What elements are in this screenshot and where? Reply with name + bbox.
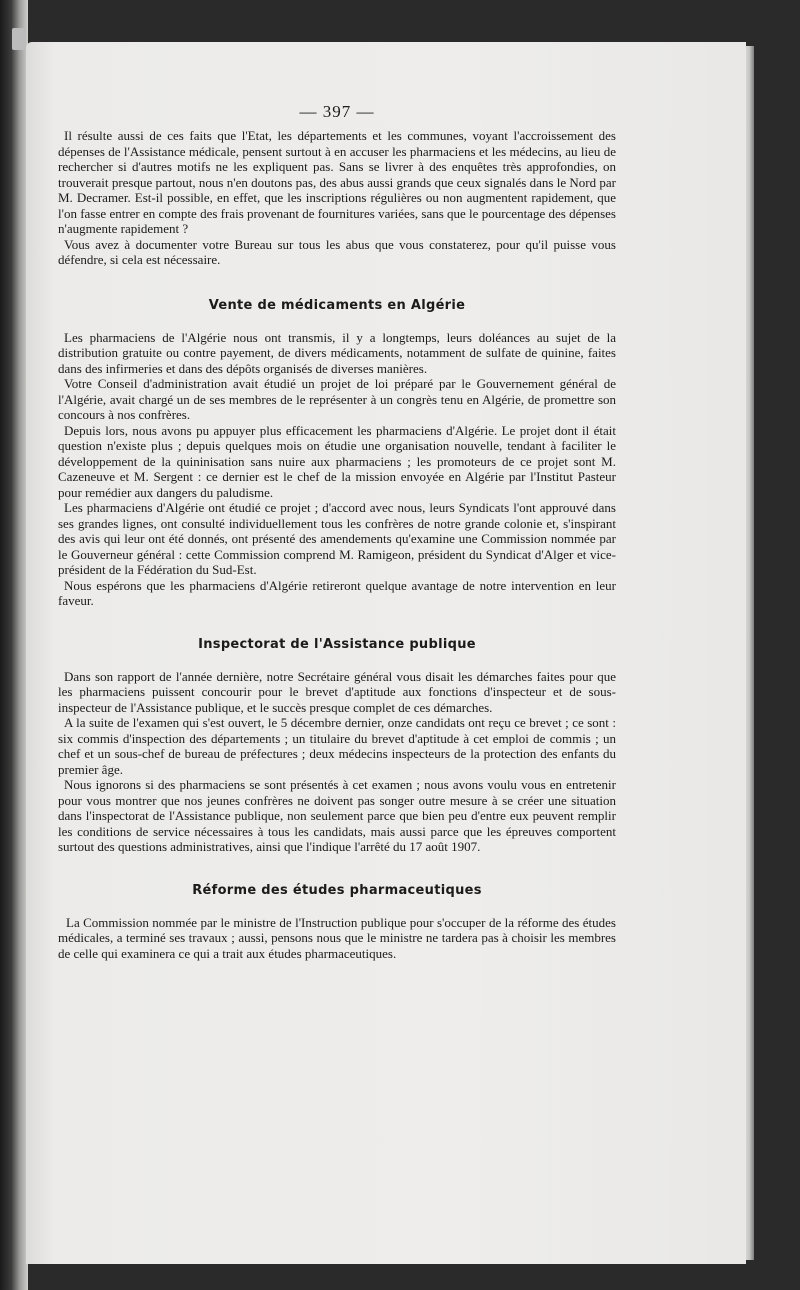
vente-paragraph-2: Votre Conseil d'administration avait étudié un projet de loi préparé par le Gouvernement général de l'Algérie, avait chargé un de ses membres de le représenter à un congrès tenu en Algérie, de promettre son concours à nos confrères. (58, 376, 616, 422)
intro-paragraph-1: Il résulte aussi de ces faits que l'Etat, les départements et les communes, voyant l'accroissement des dépenses de l'Assistance médicale, pensent surtout à en accuser les pharmaciens et les médecins, au lieu de rechercher si d'autres motifs ne les expliquent pas. Sans se livrer à des enquêtes très approfondies, on trouverait presque partout, nous n'en doutons pas, des abus aussi grands que ceux signalés dans le Nord par M. Decramer. Est-il possible, en effet, que les inscriptions régulières ou non augmentent rapidement, que l'on fasse entrer en compte des frais provenant de fournitures variées, sans que le pourcentage des dépenses n'augmente rapidement ? (58, 128, 616, 236)
binding-clip (12, 28, 26, 50)
section-title-inspectorat: Inspectorat de l'Assistance publique (198, 636, 476, 652)
intro-paragraph-2: Vous avez à documenter votre Bureau sur tous les abus que vous constaterez, pour qu'il puisse vous défendre, si cela est nécessaire. (58, 236, 616, 267)
page-content (58, 102, 616, 961)
vente-paragraph-4: Les pharmaciens d'Algérie ont étudié ce projet ; d'accord avec nous, leurs Syndicats l'ont approuvé dans ses grandes lignes, ont consulté individuellement tous les confrères de notre grande colonie et, s'inspirant des avis qui leur ont été donnés, ont présenté des amendements qu'examine une Commission nommée par le Gouverneur général : cette Commission comprend M. Ramigeon, président du Syndicat d'Alger et vice-président de la Fédération du Sud-Est. (58, 500, 616, 577)
inspectorat-paragraph-1: Dans son rapport de l'année dernière, notre Secrétaire général vous disait les démarches faites pour que les pharmaciens puissent concourir pour le brevet d'aptitude aux fonctions d'inspecteur et de sous-inspecteur de l'Assistance publique, et le succès presque complet de ces démarches. (58, 668, 616, 715)
reforme-paragraph-1: La Commission nommée par le ministre de l'Instruction publique pour s'occuper de la réforme des études médicales, a terminé ses travaux ; aussi, pensons nous que le ministre ne tardera pas à choisir les membres de celle qui examinera ce qui a trait aux études pharmaceutiques. (58, 914, 616, 961)
book-binding (0, 0, 28, 1290)
vente-paragraph-3: Depuis lors, nous avons pu appuyer plus efficacement les pharmaciens d'Algérie. Le projet dont il était question n'existe plus ; depuis quelques mois on étudie une organisation nouvelle, tendant à faciliter le développement de la quininisation sans nuire aux pharmaciens ; les promoteurs de ce projet sont M. Cazeneuve et M. Sergent : ce dernier est le chef de la mission envoyée en Algérie par l'Institut Pasteur pour remédier aux dangers du paludisme. (58, 422, 616, 500)
inspectorat-paragraph-3: Nous ignorons si des pharmaciens se sont présentés à cet examen ; nous avons voulu vous en entretenir pour vous montrer que nos jeunes confrères ne doivent pas songer outre mesure à se créer une situation dans l'inspectorat de l'Assistance publique, non seulement parce que bien peu d'entre eux peuvent remplir les conditions de service nécessaires à tous les candidats, mais aussi parce que les épreuves comportent surtout des questions administratives, ainsi que l'indique l'arrêté du 17 août 1907. (58, 777, 616, 854)
vente-paragraph-1: Les pharmaciens de l'Algérie nous ont transmis, il y a longtemps, leurs doléances au sujet de la distribution gratuite ou contre payement, de divers médicaments, notamment de sulfate de quinine, faites dans des infirmeries et dans des dépôts organisés de diverses manières. (58, 329, 616, 376)
section-title-reforme: Réforme des études pharmaceutiques (192, 882, 482, 898)
page-number: — 397 — (299, 102, 375, 121)
inspectorat-paragraph-2: A la suite de l'examen qui s'est ouvert, le 5 décembre dernier, onze candidats ont reçu ce brevet ; ce sont : six commis d'inspection des départements ; un titulaire du brevet d'aptitude à cet emploi de commis ; un chef et un sous-chef de bureau de préfectures ; deux médecins inspecteurs de la protection des enfants du premier âge. (58, 715, 616, 777)
section-title-vente: Vente de médicaments en Algérie (208, 297, 466, 313)
vente-paragraph-5: Nous espérons que les pharmaciens d'Algérie retireront quelque avantage de notre intervention en leur faveur. (58, 577, 616, 608)
